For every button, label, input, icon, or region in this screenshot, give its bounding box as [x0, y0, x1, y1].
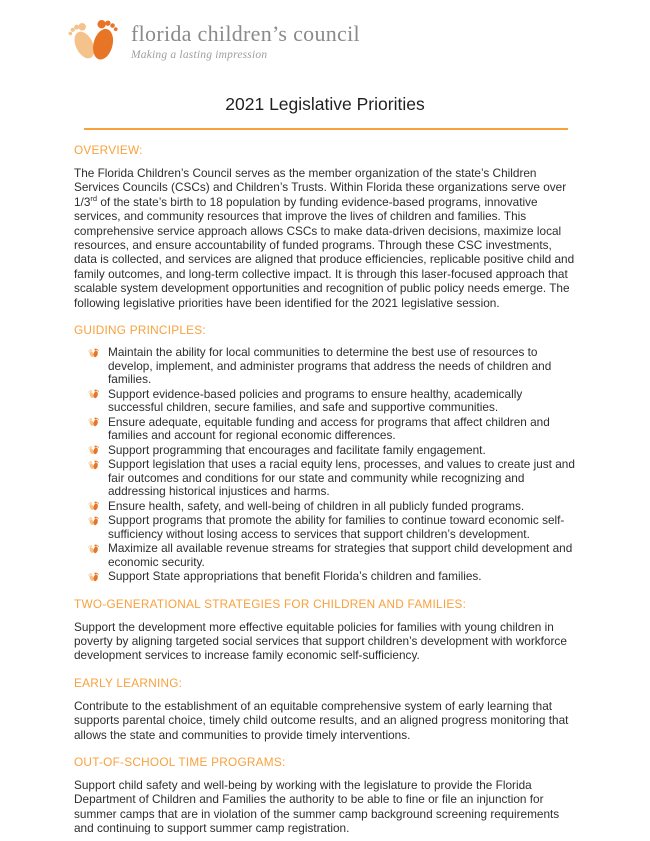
list-item-text: Support State appropriations that benefit Florida’s children and families. — [108, 569, 482, 584]
section-heading-guiding-principles: GUIDING PRINCIPLES: — [74, 323, 206, 338]
list-item — [88, 444, 578, 458]
page-title: 2021 Legislative Priorities — [225, 94, 425, 114]
out-of-school-paragraph: Support child safety and well-being by working with the legislature to provide the Florida Department of Children and Families the authority to be able to fine or file an injunction for summer camps that are in violation of the summer camp background screening requirements and continuing to support summer camp registration. — [74, 778, 560, 836]
page-header — [0, 0, 650, 80]
list-item — [88, 388, 578, 415]
list-item — [88, 346, 578, 387]
footprint-bullet-icon — [88, 515, 100, 528]
list-item — [88, 542, 578, 569]
section-heading-out-of-school: OUT-OF-SCHOOL TIME PROGRAMS: — [74, 755, 286, 769]
logo-text-block — [131, 13, 360, 61]
early-learning-paragraph: Contribute to the establishment of an equitable comprehensive system of early learning that supports parental choice, timely child outcome results, and an aligned progress monitoring that allows the state and communities to provide timely interventions. — [74, 698, 569, 742]
footprint-bullet-icon — [88, 500, 100, 513]
two-generational-paragraph: Support the development more effective equitable policies for families with young children in poverty by aligning targeted social services that support children’s development with workforce development services to increase family economic self-sufficiency. — [74, 619, 567, 663]
list-item — [88, 500, 578, 514]
footprint-bullet-icon — [88, 416, 100, 429]
list-item — [88, 570, 578, 584]
section-heading-early-learning: EARLY LEARNING: — [74, 675, 183, 690]
footprint-bullet-icon — [88, 347, 100, 360]
overview-text-part2: of the state’s birth to 18 population by funding evidence-based programs, innovative services, and community resources that improve the lives of children and families. This comprehensive service approach allows CSCs to make data-driven decisions, maximize local resources, and ensure accountability of funded programs. Through these CSC investments, data is collected, and services are aligned that produce efficiencies, replicable positive child and family outcomes, and long-term collective impact. It is through this laser-focused approach that scalable system development opportunities and recognition of public policy needs emerge. The following legislative priorities have been identified for the 2021 legislative session. — [74, 194, 575, 310]
overview-paragraph — [74, 166, 578, 310]
overview-text-part1: The Florida Children’s Council serves as the member organization of the state’s Children Services Councils (CSCs) and Children’s Trusts. Within Florida these organizations serve over 1/3 — [74, 166, 567, 209]
list-item — [88, 514, 578, 541]
list-item-text: Support evidence-based policies and programs to ensure healthy, academically successful children, secure families, and safe and supportive communities. — [108, 386, 523, 415]
footprint-bullet-icon — [88, 459, 100, 472]
list-item — [88, 458, 578, 499]
list-item — [88, 416, 578, 443]
list-item-text: Support programs that promote the ability for families to continue toward economic self-sufficiency without losing access to services that support children’s development. — [108, 513, 565, 541]
organization-tagline: Making a lasting impression — [131, 49, 268, 61]
list-item-text: Maximize all available revenue streams for strategies that support child development and economic security. — [108, 541, 573, 569]
document-body — [0, 143, 650, 836]
ordinal-superscript: rd — [90, 193, 98, 203]
list-item-text: Support legislation that uses a racial equity lens, processes, and values to create just and fair outcomes and conditions for our state and community while recognizing and addressing historical injustices and harms. — [108, 457, 575, 499]
list-item-text: Ensure adequate, equitable funding and access for programs that affect children and families and account for regional economic differences. — [108, 414, 550, 443]
footprint-bullet-icon — [88, 543, 100, 556]
organization-logo — [68, 13, 360, 70]
organization-name: florida children’s council — [131, 21, 360, 46]
title-divider — [84, 128, 568, 130]
section-heading-overview: OVERVIEW: — [74, 143, 143, 157]
footprint-bullet-icon — [88, 571, 100, 584]
footprint-bullet-icon — [88, 444, 100, 457]
list-item-text: Ensure health, safety, and well-being of children in all publicly funded programs. — [108, 498, 525, 513]
footprints-logo-icon — [68, 13, 123, 70]
section-heading-two-generational: TWO-GENERATIONAL STRATEGIES FOR CHILDREN AND FAMILIES: — [74, 596, 467, 611]
footprint-bullet-icon — [88, 388, 100, 401]
guiding-principles-list — [74, 346, 578, 584]
list-item-text: Support programming that encourages and facilitate family engagement. — [108, 442, 486, 457]
list-item-text: Maintain the ability for local communities to determine the best use of resources to develop, implement, and administer programs that address the needs of children and families. — [108, 345, 552, 387]
